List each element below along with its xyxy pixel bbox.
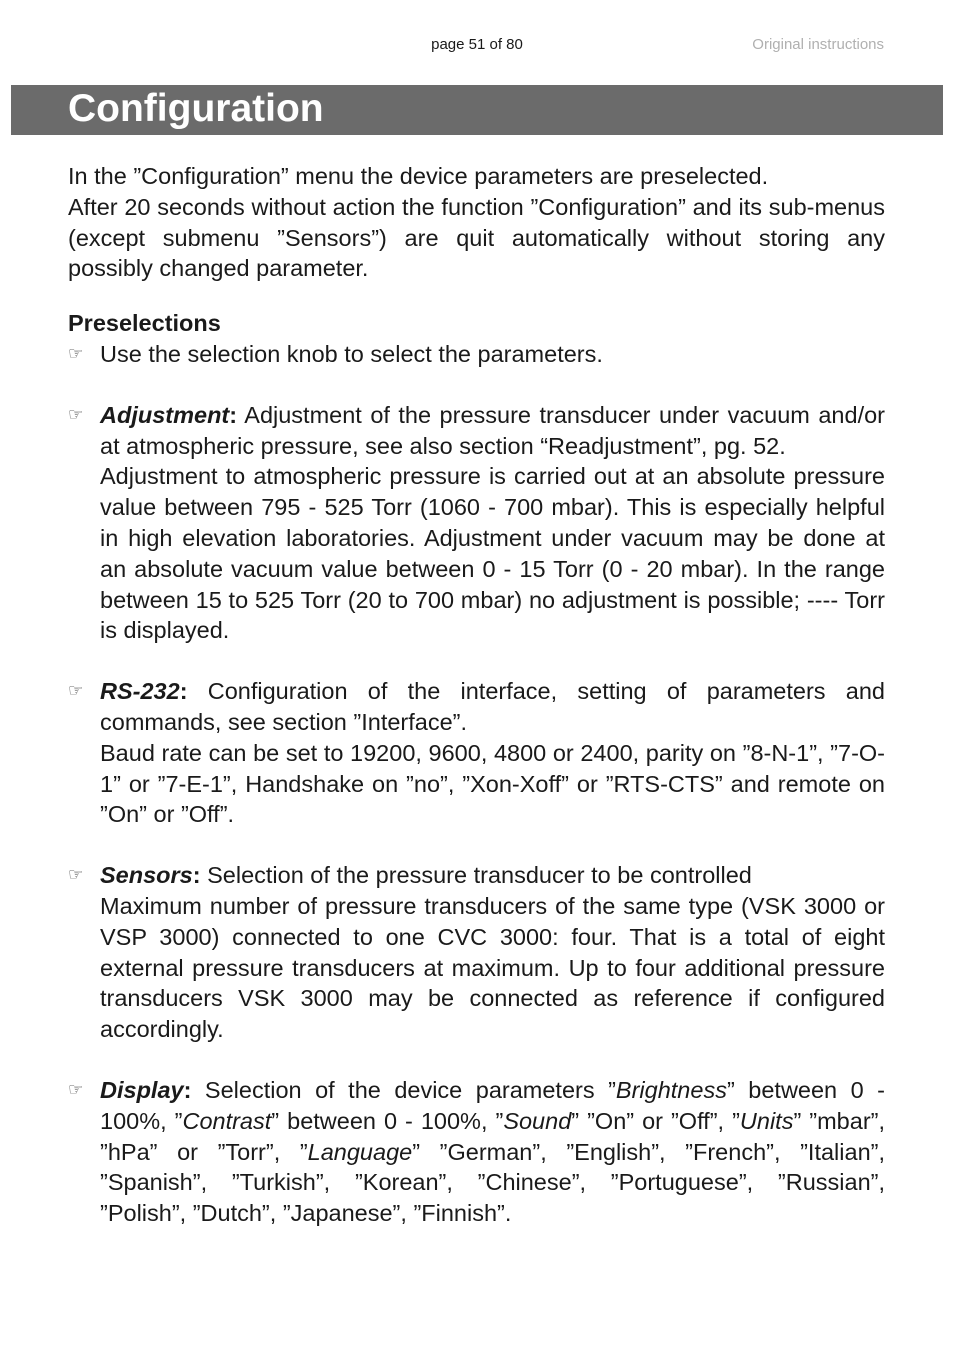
sensors-text: Selection of the pressure transducer to be controlled xyxy=(200,862,752,889)
title-bar xyxy=(11,85,943,135)
display-text-4: ” ”On” or ”Off”, ” xyxy=(571,1107,740,1134)
display-text-5: ” ”mbar”, ”hPa” or ”Torr”, ” xyxy=(100,1107,885,1165)
list-item-adjustment xyxy=(68,400,885,646)
term-adjustment: Adjustment xyxy=(100,401,230,428)
rs232-detail: Baud rate can be set to 19200, 9600, 4800 or 2400, parity on ”8-N-1”, ”7-O-1” or ”7-E-1”, Handshake on ”no”, ”Xon-Xoff” or ”RTS-CTS” and remote on ”On” or ”Off”. xyxy=(100,739,885,828)
display-text-2: ” between 0 - 100%, ” xyxy=(100,1076,885,1134)
adjustment-detail: Adjustment to atmospheric pressure is carried out at an absolute pressure value between 795 - 525 Torr (1060 - 700 mbar). This is especially helpful in high elevation laboratories. Adjustment under vacuum may be done at an absolute vacuum value between 0 - 15 Torr (0 - 20 mbar). In the range between 15 to 525 Torr (20 to 700 mbar) no adjustment is possible; ---- Torr is displayed. xyxy=(100,463,885,644)
term-colon: : xyxy=(229,401,238,428)
param-brightness: Brightness xyxy=(615,1076,727,1103)
pointing-hand-icon: ☞ xyxy=(68,404,84,424)
list-item-display xyxy=(68,1075,885,1229)
pointing-hand-icon: ☞ xyxy=(68,681,84,701)
adjustment-text: Adjustment of the pressure transducer under vacuum and/or at atmospheric pressure, see also section “Readjustment”, pg. 52. xyxy=(100,401,885,459)
page-title: Configuration xyxy=(68,87,324,130)
main-content xyxy=(68,161,885,1229)
param-contrast: Contrast xyxy=(182,1107,272,1134)
param-units: Units xyxy=(739,1107,794,1134)
rs232-text: Configuration of the interface, setting of parameters and commands, see section ”Interface”. xyxy=(100,678,885,735)
term-colon: : xyxy=(192,862,201,889)
preselection-text: Use the selection knob to select the parameters. xyxy=(100,340,603,367)
intro-paragraph-1: In the ”Configuration” menu the device parameters are preselected. xyxy=(68,163,769,189)
intro-paragraph-2: After 20 seconds without action the function ”Configuration” and its sub-menus (except submenu ”Sensors”) are quit automatically without storing any possibly changed parameter. xyxy=(68,193,885,282)
param-sound: Sound xyxy=(503,1107,572,1134)
display-text-1: Selection of the device parameters ” xyxy=(191,1076,616,1103)
term-display: Display xyxy=(100,1076,184,1103)
document-type-label: Original instructions xyxy=(752,36,884,53)
page-number: page 51 of 80 xyxy=(431,36,523,53)
param-language: Language xyxy=(307,1138,413,1165)
display-text-3: ” between 0 - 100%, ” xyxy=(271,1107,504,1134)
term-colon: : xyxy=(179,678,188,705)
display-text-6: ” ”German”, ”English”, ”French”, ”Italian”, ”Spanish”, ”Turkish”, ”Korean”, ”Chinese”, ”Portuguese”, ”Russian”, ”Polish”, ”Dutch”, ”Japanese”, ”Finnish”. xyxy=(100,1138,885,1227)
preselections-heading: Preselections xyxy=(68,310,221,337)
list-item-sensors xyxy=(68,860,885,1045)
term-colon: : xyxy=(183,1076,192,1103)
pointing-hand-icon: ☞ xyxy=(68,343,84,363)
pointing-hand-icon: ☞ xyxy=(68,865,84,885)
list-item-preselection xyxy=(68,339,885,370)
sensors-detail: Maximum number of pressure transducers of the same type (VSK 3000 or VSP 3000) connected to one CVC 3000: four. That is a total of eight external pressure transducers at maximum. Up to four additional pressure transducers VSK 3000 may be connected as reference if configured accordingly. xyxy=(100,892,885,1043)
term-rs232: RS-232 xyxy=(100,678,180,705)
list-item-rs232 xyxy=(68,676,885,830)
pointing-hand-icon: ☞ xyxy=(68,1079,84,1099)
term-sensors: Sensors xyxy=(100,862,193,889)
